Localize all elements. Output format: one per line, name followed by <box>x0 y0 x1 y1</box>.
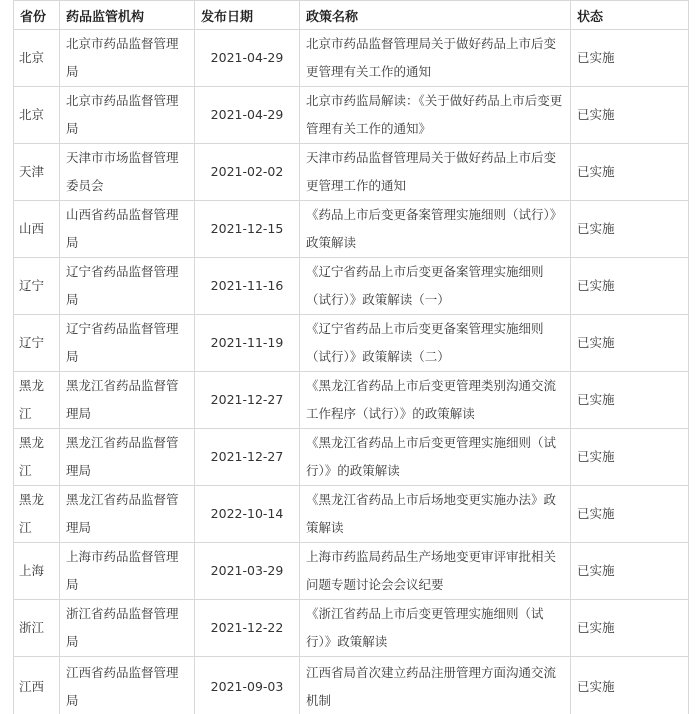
cell-policy: 江西省局首次建立药品注册管理方面沟通交流机制 <box>300 657 571 714</box>
table-row <box>14 600 689 657</box>
cell-province: 北京 <box>14 30 60 87</box>
header-agency: 药品监管机构 <box>60 1 195 30</box>
cell-agency: 辽宁省药品监督管理局 <box>60 315 195 372</box>
cell-province: 浙江 <box>14 600 60 657</box>
cell-policy: 天津市药品监督管理局关于做好药品上市后变更管理工作的通知 <box>300 144 571 201</box>
cell-province: 山西 <box>14 201 60 258</box>
table-row <box>14 201 689 258</box>
cell-status: 已实施 <box>571 87 689 144</box>
cell-agency: 黑龙江省药品监督管理局 <box>60 372 195 429</box>
cell-policy: 《药品上市后变更备案管理实施细则（试行）》政策解读 <box>300 201 571 258</box>
cell-province: 辽宁 <box>14 258 60 315</box>
cell-province: 黑龙江 <box>14 486 60 543</box>
cell-status: 已实施 <box>571 30 689 87</box>
table-row <box>14 315 689 372</box>
cell-province: 天津 <box>14 144 60 201</box>
table-row <box>14 543 689 600</box>
cell-date: 2021-04-29 <box>195 87 300 144</box>
cell-policy: 《辽宁省药品上市后变更备案管理实施细则（试行）》政策解读（一） <box>300 258 571 315</box>
cell-policy: 北京市药品监督管理局关于做好药品上市后变更管理有关工作的通知 <box>300 30 571 87</box>
cell-agency: 北京市药品监督管理局 <box>60 87 195 144</box>
cell-agency: 上海市药品监督管理局 <box>60 543 195 600</box>
cell-province: 黑龙江 <box>14 429 60 486</box>
table-row <box>14 87 689 144</box>
table-header-row <box>14 1 689 30</box>
cell-policy: 北京市药监局解读：《关于做好药品上市后变更管理有关工作的通知》 <box>300 87 571 144</box>
header-status: 状态 <box>571 1 689 30</box>
cell-agency: 山西省药品监督管理局 <box>60 201 195 258</box>
cell-status: 已实施 <box>571 315 689 372</box>
cell-status: 已实施 <box>571 600 689 657</box>
cell-status: 已实施 <box>571 429 689 486</box>
cell-province: 上海 <box>14 543 60 600</box>
cell-date: 2021-03-29 <box>195 543 300 600</box>
cell-date: 2021-12-15 <box>195 201 300 258</box>
cell-status: 已实施 <box>571 258 689 315</box>
cell-date: 2021-12-27 <box>195 372 300 429</box>
policy-table <box>13 0 689 714</box>
cell-status: 已实施 <box>571 657 689 714</box>
cell-agency: 江西省药品监督管理局 <box>60 657 195 714</box>
header-date: 发布日期 <box>195 1 300 30</box>
cell-province: 黑龙江 <box>14 372 60 429</box>
cell-agency: 浙江省药品监督管理局 <box>60 600 195 657</box>
cell-date: 2021-12-22 <box>195 600 300 657</box>
cell-status: 已实施 <box>571 486 689 543</box>
cell-policy: 《浙江省药品上市后变更管理实施细则（试行）》政策解读 <box>300 600 571 657</box>
cell-status: 已实施 <box>571 372 689 429</box>
cell-date: 2022-10-14 <box>195 486 300 543</box>
cell-status: 已实施 <box>571 543 689 600</box>
cell-status: 已实施 <box>571 201 689 258</box>
table-row <box>14 657 689 714</box>
table-row <box>14 30 689 87</box>
cell-date: 2021-02-02 <box>195 144 300 201</box>
cell-date: 2021-11-19 <box>195 315 300 372</box>
cell-agency: 北京市药品监督管理局 <box>60 30 195 87</box>
header-policy: 政策名称 <box>300 1 571 30</box>
cell-province: 江西 <box>14 657 60 714</box>
cell-agency: 天津市市场监督管理委员会 <box>60 144 195 201</box>
cell-province: 辽宁 <box>14 315 60 372</box>
cell-policy: 《辽宁省药品上市后变更备案管理实施细则（试行）》政策解读（二） <box>300 315 571 372</box>
table-row <box>14 429 689 486</box>
cell-policy: 《黑龙江省药品上市后变更管理类别沟通交流工作程序（试行）》的政策解读 <box>300 372 571 429</box>
cell-policy: 《黑龙江省药品上市后变更管理实施细则（试行）》的政策解读 <box>300 429 571 486</box>
table-row <box>14 372 689 429</box>
cell-date: 2021-12-27 <box>195 429 300 486</box>
cell-province: 北京 <box>14 87 60 144</box>
cell-status: 已实施 <box>571 144 689 201</box>
cell-policy: 《黑龙江省药品上市后场地变更实施办法》政策解读 <box>300 486 571 543</box>
cell-agency: 辽宁省药品监督管理局 <box>60 258 195 315</box>
table-row <box>14 258 689 315</box>
cell-date: 2021-04-29 <box>195 30 300 87</box>
cell-date: 2021-09-03 <box>195 657 300 714</box>
table-row <box>14 144 689 201</box>
cell-agency: 黑龙江省药品监督管理局 <box>60 429 195 486</box>
cell-agency: 黑龙江省药品监督管理局 <box>60 486 195 543</box>
table-row <box>14 486 689 543</box>
cell-policy: 上海市药监局药品生产场地变更审评审批相关问题专题讨论会会议纪要 <box>300 543 571 600</box>
header-province: 省份 <box>14 1 60 30</box>
cell-date: 2021-11-16 <box>195 258 300 315</box>
